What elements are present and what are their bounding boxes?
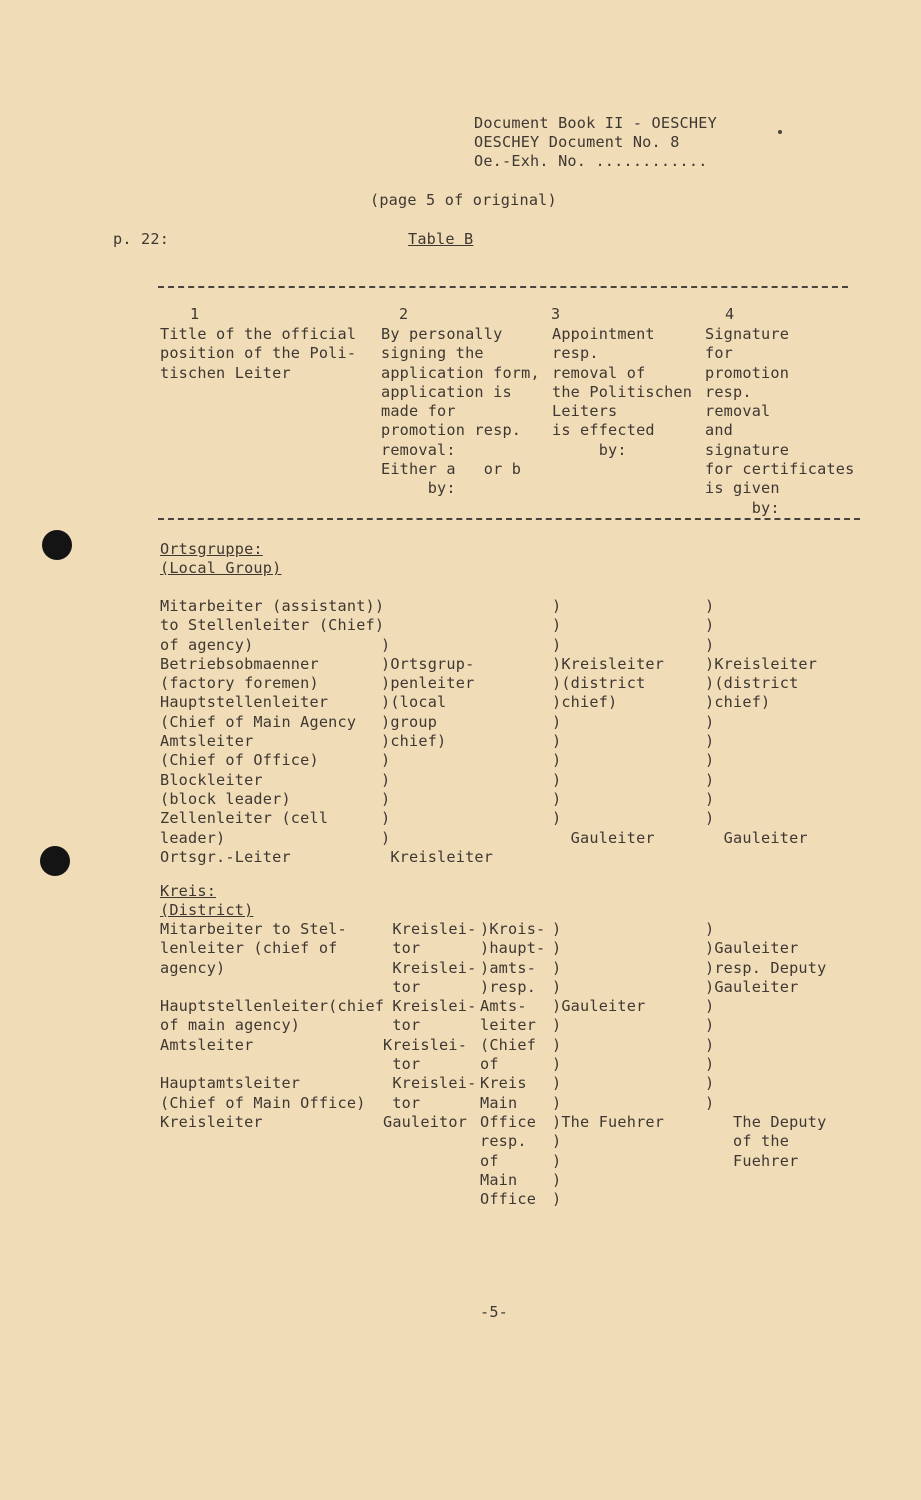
col2-header: By personally signing the application form, application is made for promotion resp. removal: Either a or b by: [381,325,540,498]
header-line-3: Oe.-Exh. No. ............ [474,152,708,170]
page-reference: p. 22: [113,230,170,248]
page-number: -5- [480,1303,509,1321]
local-group-positions: Mitarbeiter (assistant)) to Stellenleiter (Chief) of agency) Betriebsobmaenner (factory foremen) Hauptstellenleiter (Chief of Main Agency Amtsleiter (Chief of Office) Blockleiter (block leader) Zellenleiter (cell leader) Ortsgr.-Leiter [160,597,385,866]
page-of-original: (page 5 of original) [370,191,557,209]
local-group-application: ) )Ortsgrup- )penleiter )(local )group )chief) ) ) ) ) ) Kreisleiter [381,635,494,866]
header-line-1: Document Book II - OESCHEY [474,114,717,132]
header-bottom-rule [158,518,860,520]
section-district-heading: Kreis: [160,882,217,900]
district-signature: ) )Gauleiter )resp. Deputy )Gauleiter ) ) ) ) ) ) The Deputy of the Fuehrer [705,920,827,1170]
district-positions: Mitarbeiter to Stel- lenleiter (chief of agency) Hauptstellenleiter(chief of main agency) Amtsleiter Hauptamtsleiter (Chief of Main Office) Kreisleiter [160,920,385,1131]
district-appointment: ) ) ) ) )Gauleiter ) ) ) ) ) )The Fuehrer ) ) ) ) [552,920,665,1209]
col1-number: 1 [190,305,200,323]
local-group-signature: ) ) ) )Kreisleiter )(district )chief) ) ) ) ) ) ) Gauleiter [705,597,818,847]
district-application-b: )Krois- )haupt- )amts- )resp. Amts- leiter (Chief of Kreis Main Office resp. of Main Office [480,920,546,1209]
punch-hole-bottom [40,846,70,876]
district-application-a: Kreislei- tor Kreislei- tor Kreislei- tor Kreislei- tor Kreislei- tor Gauleitor [383,920,477,1131]
col3-header: Appointment resp. removal of the Politischen Leiters is effected by: [552,325,693,459]
col4-header: Signature for promotion resp. removal and signature for certificates is given by: [705,325,855,517]
section-local-group-heading-en: (Local Group) [160,559,282,577]
col3-number: 3 [551,305,561,323]
table-title: Table B [408,230,474,248]
local-group-appointment: ) ) ) )Kreisleiter )(district )chief) ) ) ) ) ) ) Gauleiter [552,597,665,847]
section-district-heading-en: (District) [160,901,254,919]
punch-hole-top [42,530,72,560]
col1-header: Title of the official position of the Poli- tischen Leiter [160,325,357,382]
table-top-rule [158,286,848,288]
col4-number: 4 [725,305,735,323]
header-line-2: OESCHEY Document No. 8 [474,133,680,151]
ink-speck [778,130,782,134]
section-local-group-heading: Ortsgruppe: [160,540,263,558]
col2-number: 2 [399,305,409,323]
